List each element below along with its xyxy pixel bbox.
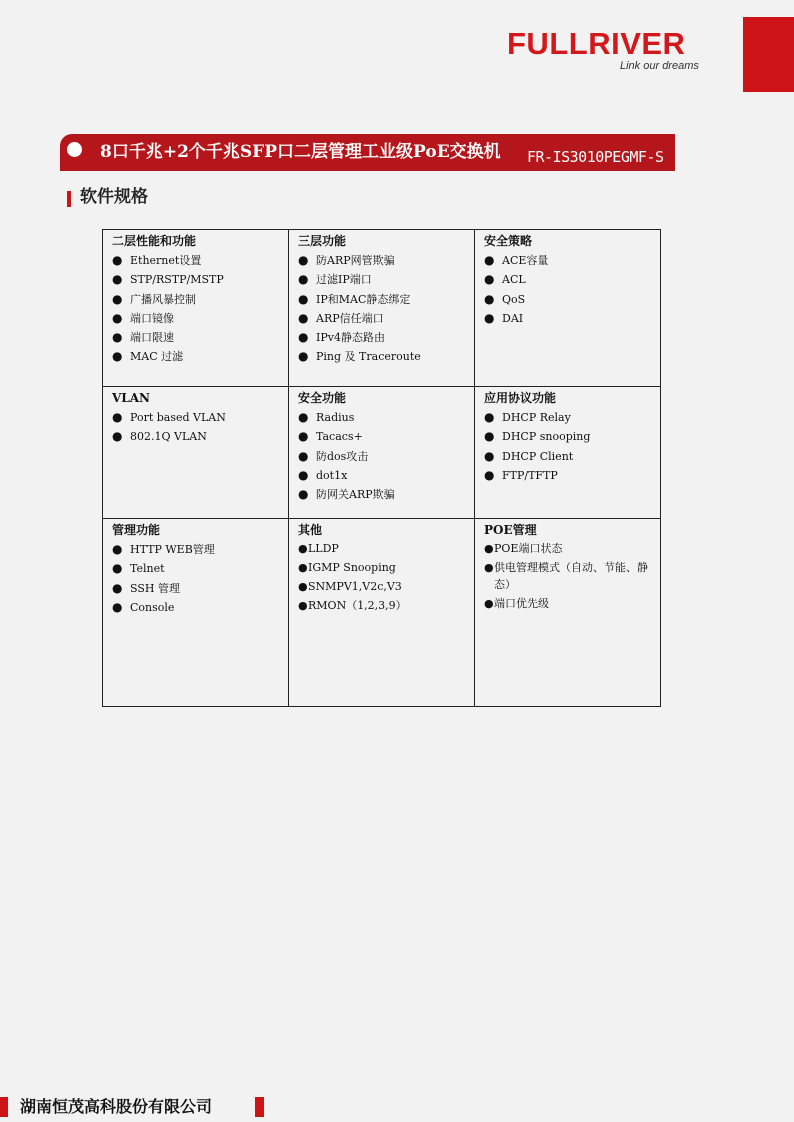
feature-item: ● IPv4静态路由 bbox=[298, 328, 468, 347]
feature-item: ● dot1x bbox=[298, 466, 468, 485]
spec-cell-title: 安全功能 bbox=[298, 391, 347, 405]
feature-list bbox=[484, 251, 654, 328]
feature-item: ● ACL bbox=[484, 270, 654, 289]
feature-item: ● 802.1Q VLAN bbox=[112, 427, 282, 446]
footer-marker-left bbox=[0, 1097, 8, 1117]
software-spec-table bbox=[102, 229, 661, 707]
spec-cell bbox=[289, 387, 475, 519]
spec-cell-title: 二层性能和功能 bbox=[112, 234, 197, 248]
feature-item: ● HTTP WEB管理 bbox=[112, 540, 282, 559]
spec-cell-title: 三层功能 bbox=[298, 234, 347, 248]
spec-cell bbox=[475, 387, 661, 519]
spec-cell bbox=[475, 519, 661, 707]
feature-item: ● 防网关ARP欺骗 bbox=[298, 485, 468, 504]
feature-item: ● Radius bbox=[298, 408, 468, 427]
company-name: 湖南恒茂高科股份有限公司 bbox=[20, 1097, 213, 1116]
spec-cell-title: 安全策略 bbox=[484, 234, 533, 248]
bullet-dot-icon bbox=[67, 142, 82, 157]
feature-item: ● ARP信任端口 bbox=[298, 309, 468, 328]
feature-item: ● QoS bbox=[484, 290, 654, 309]
footer-marker-right bbox=[255, 1097, 264, 1117]
feature-item: ● Telnet bbox=[112, 559, 282, 578]
feature-list bbox=[484, 408, 654, 485]
spec-cell bbox=[103, 387, 289, 519]
feature-list bbox=[112, 251, 282, 367]
feature-item: ● RMON（1,2,3,9） bbox=[298, 597, 468, 614]
feature-item: ● 供电管理模式（自动、节能、静态） bbox=[484, 559, 654, 593]
spec-cell-title: POE管理 bbox=[484, 523, 537, 537]
feature-item: ● DHCP Relay bbox=[484, 408, 654, 427]
feature-list bbox=[112, 408, 282, 447]
spec-cell bbox=[289, 519, 475, 707]
feature-item: ● 防ARP网管欺骗 bbox=[298, 251, 468, 270]
feature-item: ● 防dos攻击 bbox=[298, 447, 468, 466]
feature-item: ● 端口优先级 bbox=[484, 595, 654, 612]
feature-item: ● Tacacs+ bbox=[298, 427, 468, 446]
spec-cell bbox=[103, 519, 289, 707]
feature-item: ● 端口镜像 bbox=[112, 309, 282, 328]
feature-item: ● FTP/TFTP bbox=[484, 466, 654, 485]
feature-item: ● STP/RSTP/MSTP bbox=[112, 270, 282, 289]
spec-cell-title: 管理功能 bbox=[112, 523, 161, 537]
feature-item: ● POE端口状态 bbox=[484, 540, 654, 557]
product-name: 8口千兆+2个千兆SFP口二层管理工业级PoE交换机 bbox=[100, 142, 501, 162]
feature-list bbox=[298, 540, 468, 614]
feature-item: ● DHCP Client bbox=[484, 447, 654, 466]
spec-cell-title: 其他 bbox=[298, 523, 323, 537]
spec-cell bbox=[475, 230, 661, 387]
feature-item: ● 过滤IP端口 bbox=[298, 270, 468, 289]
brand-color-block bbox=[743, 17, 794, 92]
logo-wordmark: FULLRIVER bbox=[507, 26, 686, 61]
page-footer bbox=[0, 1095, 300, 1119]
feature-item: ● Ethernet设置 bbox=[112, 251, 282, 270]
feature-list bbox=[298, 251, 468, 367]
logo-tagline: Link our dreams bbox=[620, 60, 699, 72]
feature-list bbox=[112, 540, 282, 617]
feature-item: ● 端口限速 bbox=[112, 328, 282, 347]
feature-item: ● IGMP Snooping bbox=[298, 559, 468, 576]
feature-item: ● SNMPV1,V2c,V3 bbox=[298, 578, 468, 595]
spec-cell-title: VLAN bbox=[112, 391, 151, 405]
product-model: FR-IS3010PEGMF-S bbox=[527, 148, 664, 166]
spec-cell bbox=[289, 230, 475, 387]
spec-cell bbox=[103, 230, 289, 387]
feature-item: ● ACE容量 bbox=[484, 251, 654, 270]
section-title: 软件规格 bbox=[80, 187, 148, 207]
feature-list bbox=[484, 540, 654, 612]
feature-item: ● MAC 过滤 bbox=[112, 347, 282, 366]
feature-item: ● Port based VLAN bbox=[112, 408, 282, 427]
company-logo bbox=[507, 26, 737, 76]
feature-item: ● Ping 及 Traceroute bbox=[298, 347, 468, 366]
feature-item: ● IP和MAC静态绑定 bbox=[298, 290, 468, 309]
section-marker bbox=[67, 191, 71, 207]
feature-item: ● DAI bbox=[484, 309, 654, 328]
product-title-bar bbox=[60, 134, 675, 171]
feature-item: ● 广播风暴控制 bbox=[112, 290, 282, 309]
feature-item: ● LLDP bbox=[298, 540, 468, 557]
spec-cell-title: 应用协议功能 bbox=[484, 391, 557, 405]
feature-item: ● Console bbox=[112, 598, 282, 617]
feature-item: ● DHCP snooping bbox=[484, 427, 654, 446]
feature-item: ● SSH 管理 bbox=[112, 579, 282, 598]
feature-list bbox=[298, 408, 468, 504]
